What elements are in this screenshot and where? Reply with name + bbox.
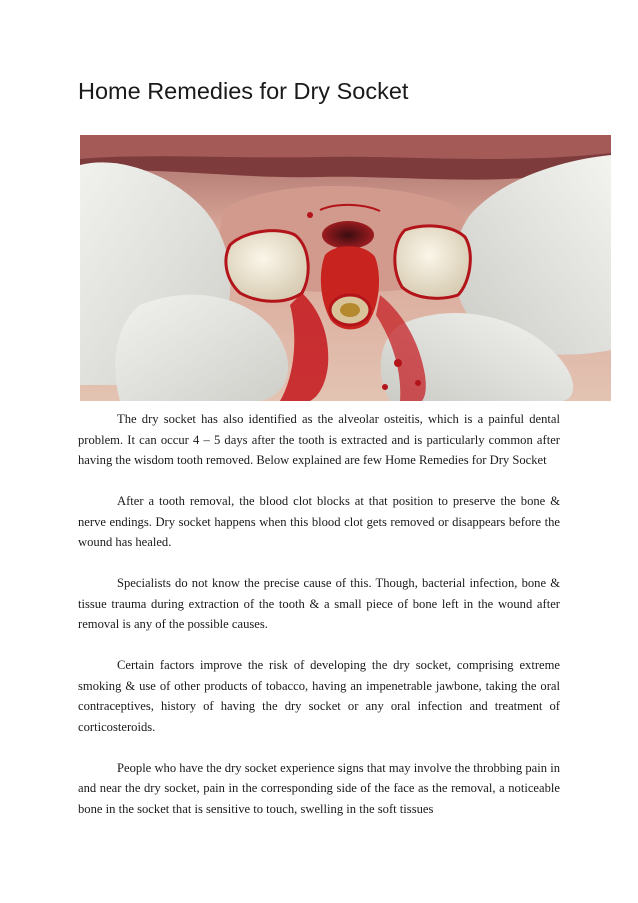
paragraph-causes: Specialists do not know the precise cause of this. Though, bacterial infection, bone & tissue trauma during extraction of the tooth & a small piece of bone left in the wound after removal is any of the possible causes. [78,576,560,631]
paragraph-blood-clot: After a tooth removal, the blood clot blocks at that position to preserve the bone & nerve endings. Dry socket happens when this blood clot gets removed or disappears before the wound has healed. [78,494,560,549]
paragraph-risk-factors: Certain factors improve the risk of developing the dry socket, comprising extreme smoking & use of other products of tobacco, having an impenetrable jawbone, taking the oral contraceptives, history of having the dry socket or any oral infection and treatment of corticosteroids. [78,658,560,734]
dry-socket-illustration [80,135,611,401]
paragraph-symptoms: People who have the dry socket experience signs that may involve the throbbing pain in and near the dry socket, pain in the corresponding side of the face as the removal, a noticeable bone in the socket that is sensitive to touch, swelling in the soft tissues [78,760,560,816]
page-title: Home Remedies for Dry Socket [78,78,409,104]
paragraph-intro: The dry socket has also identified as the alveolar osteitis, which is a painful dental problem. It can occur 4 – 5 days after the tooth is extracted and is particularly common after having the wisdom tooth removed. Below explained are few Home Remedies for Dry Socket [78,412,560,467]
dry-socket-photo [80,135,611,401]
article-body [78,409,560,819]
